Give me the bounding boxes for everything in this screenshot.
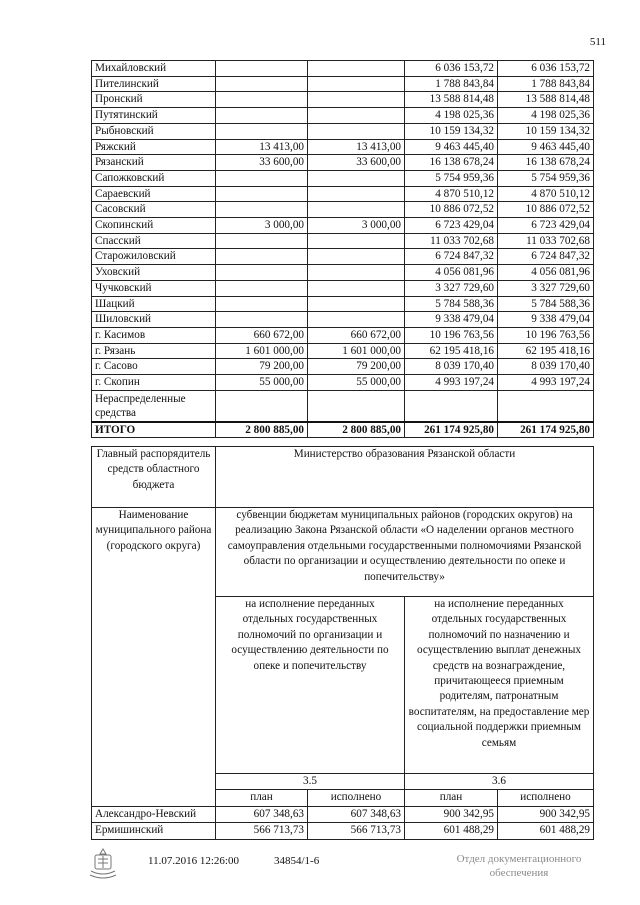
table-row xyxy=(92,61,594,77)
cell-value: 900 342,95 xyxy=(498,806,594,822)
cell-value xyxy=(308,280,405,296)
cell-value xyxy=(216,186,308,202)
footer-datetime: 11.07.2016 12:26:00 xyxy=(148,855,239,867)
cell-value: 13 413,00 xyxy=(216,139,308,155)
stamp-line-2: обеспечения xyxy=(489,867,549,879)
cell-value: 8 039 170,40 xyxy=(498,359,594,375)
cell-value: 6 724 847,32 xyxy=(498,249,594,265)
budget-table-part2 xyxy=(91,446,594,840)
cell-value: 5 784 588,36 xyxy=(405,296,498,312)
cell-value: 566 713,73 xyxy=(308,823,405,839)
table-row xyxy=(92,265,594,281)
cell-value xyxy=(308,76,405,92)
cell-value xyxy=(216,170,308,186)
cell-value xyxy=(216,76,308,92)
table-row xyxy=(92,375,594,391)
subsidy-title: субвенции бюджетам муниципальных районов (городских округов) на реализацию Закона Рязанской области «О наделении органов местного самоуправления отдельными государственными полномочиями Рязанской области по организации и осуществлению деятельности по опеке и попечительству» xyxy=(216,508,594,597)
cell-value: 3 000,00 xyxy=(308,218,405,234)
cell-value: 10 196 763,56 xyxy=(405,327,498,343)
cell-value: 607 348,63 xyxy=(216,806,308,822)
stamp-line-1: Отдел документационного xyxy=(456,853,582,865)
cell-value xyxy=(216,92,308,108)
column-b-number: 3.6 xyxy=(405,774,594,790)
district-name: Скопинский xyxy=(92,218,216,234)
cell-value: 9 338 479,04 xyxy=(405,312,498,328)
subsidy-title-row xyxy=(92,508,594,597)
table-row xyxy=(92,233,594,249)
cell-value: 1 788 843,84 xyxy=(498,76,594,92)
cell-value: 601 488,29 xyxy=(498,823,594,839)
cell-value: 4 870 510,12 xyxy=(498,186,594,202)
table-row xyxy=(92,139,594,155)
cell-value xyxy=(308,61,405,77)
cell-value: 9 463 445,40 xyxy=(405,139,498,155)
cell-value xyxy=(308,186,405,202)
table-row xyxy=(92,359,594,375)
table-row xyxy=(92,202,594,218)
cell-value xyxy=(308,265,405,281)
district-name: Сапожковский xyxy=(92,170,216,186)
cell-value: 5 784 588,36 xyxy=(498,296,594,312)
cell-value: 33 600,00 xyxy=(216,155,308,171)
cell-value: 10 159 134,32 xyxy=(498,123,594,139)
done-label-a: исполнено xyxy=(308,790,405,806)
table-row xyxy=(92,823,594,839)
district-name: Пителинский xyxy=(92,76,216,92)
cell-value: 55 000,00 xyxy=(216,375,308,391)
cell-value: 4 198 025,36 xyxy=(498,108,594,124)
cell-value xyxy=(216,312,308,328)
district-name: Шиловский xyxy=(92,312,216,328)
cell-value: 1 601 000,00 xyxy=(308,343,405,359)
total-value: 261 174 925,80 xyxy=(498,422,594,438)
cell-value: 3 327 729,60 xyxy=(405,280,498,296)
cell-value: 13 588 814,48 xyxy=(405,92,498,108)
district-name: Рязанский xyxy=(92,155,216,171)
cell-value: 10 886 072,52 xyxy=(498,202,594,218)
table-row xyxy=(92,170,594,186)
table-row xyxy=(92,92,594,108)
cell-value: 6 723 429,04 xyxy=(405,218,498,234)
cell-empty xyxy=(216,390,308,422)
cell-value: 62 195 418,16 xyxy=(405,343,498,359)
total-label: ИТОГО xyxy=(92,422,216,438)
table-row xyxy=(92,218,594,234)
cell-empty xyxy=(498,390,594,422)
district-name: Ермишинский xyxy=(92,823,216,839)
cell-value: 6 036 153,72 xyxy=(405,61,498,77)
main-manager-row xyxy=(92,447,594,508)
cell-value: 6 724 847,32 xyxy=(405,249,498,265)
cell-value: 33 600,00 xyxy=(308,155,405,171)
cell-value: 1 788 843,84 xyxy=(405,76,498,92)
total-row xyxy=(92,422,594,438)
cell-value: 16 138 678,24 xyxy=(405,155,498,171)
district-name: Пронский xyxy=(92,92,216,108)
cell-value: 660 672,00 xyxy=(308,327,405,343)
district-name: Рыбновский xyxy=(92,123,216,139)
district-name: Уховский xyxy=(92,265,216,281)
cell-value xyxy=(308,123,405,139)
plan-label-b: план xyxy=(405,790,498,806)
cell-value: 660 672,00 xyxy=(216,327,308,343)
district-name: Ряжский xyxy=(92,139,216,155)
cell-value: 566 713,73 xyxy=(216,823,308,839)
cell-value: 13 413,00 xyxy=(308,139,405,155)
cell-value: 4 993 197,24 xyxy=(498,375,594,391)
table-row-unallocated xyxy=(92,390,594,422)
cell-value: 79 200,00 xyxy=(308,359,405,375)
cell-value xyxy=(216,108,308,124)
cell-value xyxy=(308,202,405,218)
main-manager-label: Главный распорядитель средств областного бюджета xyxy=(92,447,216,508)
table-row xyxy=(92,123,594,139)
cell-value: 10 886 072,52 xyxy=(405,202,498,218)
table-row xyxy=(92,343,594,359)
district-name: Сасовский xyxy=(92,202,216,218)
table-row xyxy=(92,249,594,265)
cell-value: 601 488,29 xyxy=(405,823,498,839)
district-name: г. Сасово xyxy=(92,359,216,375)
cell-value: 13 588 814,48 xyxy=(498,92,594,108)
table-row xyxy=(92,76,594,92)
district-label: Наименование муниципального района (городского округа) xyxy=(92,508,216,807)
cell-empty xyxy=(405,390,498,422)
cell-value: 10 159 134,32 xyxy=(405,123,498,139)
cell-value: 3 327 729,60 xyxy=(498,280,594,296)
district-name: Чучковский xyxy=(92,280,216,296)
table-row xyxy=(92,186,594,202)
cell-value: 6 723 429,04 xyxy=(498,218,594,234)
district-name: Спасский xyxy=(92,233,216,249)
cell-value xyxy=(308,92,405,108)
cell-value: 9 463 445,40 xyxy=(498,139,594,155)
footer-doc-number: 34854/1-6 xyxy=(274,855,320,867)
cell-value: 11 033 702,68 xyxy=(498,233,594,249)
cell-value: 9 338 479,04 xyxy=(498,312,594,328)
plan-label-a: план xyxy=(216,790,308,806)
cell-value: 4 198 025,36 xyxy=(405,108,498,124)
cell-value: 4 993 197,24 xyxy=(405,375,498,391)
cell-value xyxy=(308,108,405,124)
done-label-b: исполнено xyxy=(498,790,594,806)
district-name: г. Рязань xyxy=(92,343,216,359)
cell-value xyxy=(308,312,405,328)
cell-value: 1 601 000,00 xyxy=(216,343,308,359)
cell-value xyxy=(216,61,308,77)
cell-value xyxy=(308,233,405,249)
cell-value: 10 196 763,56 xyxy=(498,327,594,343)
cell-value xyxy=(216,265,308,281)
unallocated-label: Нераспределенные средства xyxy=(92,390,216,422)
cell-value: 8 039 170,40 xyxy=(405,359,498,375)
budget-table-part1 xyxy=(91,60,594,438)
table-row xyxy=(92,108,594,124)
column-b-description: на исполнение переданных отдельных государственных полномочий по назначению и осуществлению выплат денежных средств на вознаграждение, причитающееся приемным родителям, патронатным воспитателям, на предоставление мер социальной поддержки приемным семьям xyxy=(405,597,594,774)
cell-value: 4 056 081,96 xyxy=(405,265,498,281)
cell-value xyxy=(216,123,308,139)
district-name: г. Касимов xyxy=(92,327,216,343)
cell-value xyxy=(308,296,405,312)
cell-empty xyxy=(308,390,405,422)
cell-value: 79 200,00 xyxy=(216,359,308,375)
cell-value: 55 000,00 xyxy=(308,375,405,391)
total-value: 2 800 885,00 xyxy=(216,422,308,438)
cell-value: 900 342,95 xyxy=(405,806,498,822)
cell-value: 3 000,00 xyxy=(216,218,308,234)
column-a-description: на исполнение переданных отдельных государственных полномочий по организации и осуществлению деятельности по опеке и попечительству xyxy=(216,597,405,774)
cell-value xyxy=(216,249,308,265)
district-name: Сараевский xyxy=(92,186,216,202)
table-row xyxy=(92,312,594,328)
table-row xyxy=(92,155,594,171)
cell-value xyxy=(216,202,308,218)
table-row xyxy=(92,327,594,343)
coat-of-arms-icon xyxy=(86,846,120,882)
cell-value: 4 056 081,96 xyxy=(498,265,594,281)
cell-value: 5 754 959,36 xyxy=(405,170,498,186)
column-a-number: 3.5 xyxy=(216,774,405,790)
table-row xyxy=(92,296,594,312)
cell-value xyxy=(308,249,405,265)
district-name: Михайловский xyxy=(92,61,216,77)
district-name: Шацкий xyxy=(92,296,216,312)
total-value: 2 800 885,00 xyxy=(308,422,405,438)
cell-value: 6 036 153,72 xyxy=(498,61,594,77)
total-value: 261 174 925,80 xyxy=(405,422,498,438)
cell-value xyxy=(308,170,405,186)
main-manager-value: Министерство образования Рязанской области xyxy=(216,447,594,508)
cell-value xyxy=(216,280,308,296)
cell-value: 11 033 702,68 xyxy=(405,233,498,249)
cell-value: 4 870 510,12 xyxy=(405,186,498,202)
cell-value: 607 348,63 xyxy=(308,806,405,822)
cell-value: 16 138 678,24 xyxy=(498,155,594,171)
table-row xyxy=(92,280,594,296)
district-name: Старожиловский xyxy=(92,249,216,265)
page-number: 511 xyxy=(589,36,606,48)
cell-value: 5 754 959,36 xyxy=(498,170,594,186)
footer-stamp xyxy=(444,852,594,880)
district-name: Александро-Невский xyxy=(92,806,216,822)
cell-value: 62 195 418,16 xyxy=(498,343,594,359)
cell-value xyxy=(216,233,308,249)
table-row xyxy=(92,806,594,822)
district-name: г. Скопин xyxy=(92,375,216,391)
cell-value xyxy=(216,296,308,312)
district-name: Путятинский xyxy=(92,108,216,124)
